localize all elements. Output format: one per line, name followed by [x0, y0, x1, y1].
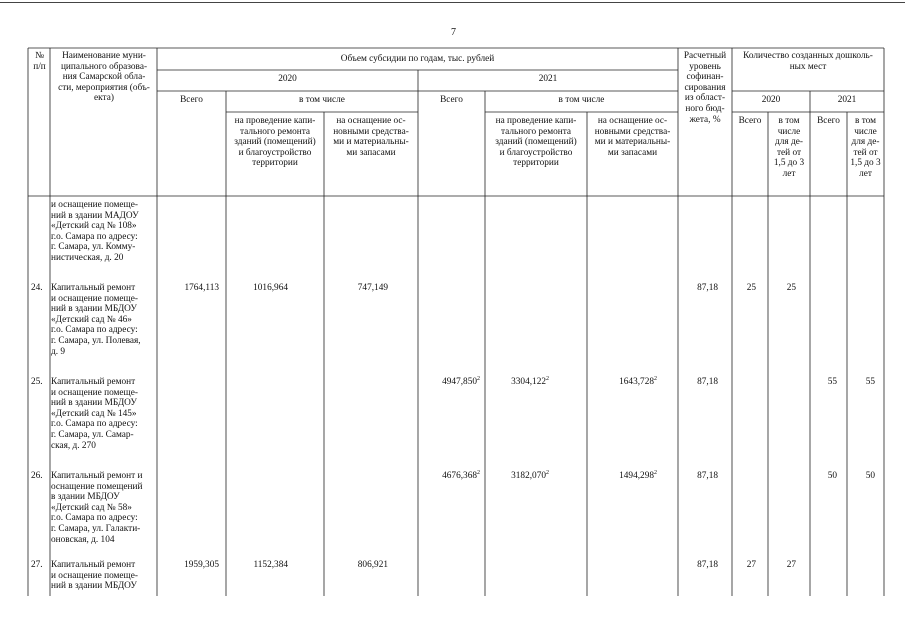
cell-cofinancing: 87,18	[697, 471, 718, 481]
cell-places-15-2021: 55	[865, 377, 875, 387]
header-name: Наименование муни- ципального образова- ния Самарской обла- сти, мероприятия (объ- екта)	[58, 51, 150, 104]
header-equip-2020: на оснащение ос- новными средства- ми и материальны- ми запасами	[333, 116, 409, 158]
cell-total-2020: 1959,305	[184, 560, 219, 570]
footnote-mark: 2	[654, 470, 657, 476]
header-repair-2021: на проведение капи- тального ремонта зданий (помещений) и благоустройство территории	[495, 116, 577, 169]
page-top-rule	[0, 2, 905, 3]
cell-places-2021: 50	[827, 471, 837, 481]
header-including-2021: в том числе	[558, 95, 605, 105]
cell-equip-2020: 747,149	[357, 283, 388, 293]
header-places-total-2020: Всего	[738, 116, 762, 126]
cell-places-15-2021: 50	[865, 471, 875, 481]
header-total-2021: Всего	[440, 95, 463, 105]
cell-cofinancing: 87,18	[697, 283, 718, 293]
footnote-mark: 2	[546, 470, 549, 476]
cell-repair-2021: 3304,122$^2$	[511, 376, 549, 387]
footnote-mark: 2	[654, 376, 657, 382]
header-places-2021: 2021	[837, 95, 857, 105]
header-places-incl-2021: в том числе для де- тей от 1,5 до 3 лет	[850, 116, 881, 179]
cell-places-15-2020: 25	[786, 283, 796, 293]
cell-places-2020: 25	[746, 283, 756, 293]
cell-cofinancing: 87,18	[697, 377, 718, 387]
footnote-mark: 2	[477, 470, 480, 476]
header-including-2020: в том числе	[299, 95, 345, 105]
row-num: 26.	[31, 471, 43, 481]
header-num: № п/п	[33, 51, 46, 72]
header-year-2021: 2021	[538, 74, 558, 84]
header-year-2020: 2020	[278, 74, 297, 84]
header-repair-2020: на проведение капи- тального ремонта зданий (помещений) и благоустройство территории	[234, 116, 316, 169]
cell-equip-2021: 1643,728$^2$	[619, 376, 657, 387]
cell-repair-2020: 1152,384	[253, 560, 288, 570]
row-name: Капитальный ремонт и оснащение помеще- ний в здании МБДОУ «Детский сад № 46» г.о. Самара по адресу: г. Самара, ул. Полевая, д. 9	[51, 283, 141, 357]
footnote-mark: 2	[477, 376, 480, 382]
footnote-mark: 2	[546, 376, 549, 382]
cell-total-2021: 4947,850$^2$	[442, 376, 480, 387]
row-name: Капитальный ремонт и оснащение помеще- ний в здании МБДОУ «Детский сад № 145» г.о. Самара по адресу: г. Самара, ул. Самар- ская, д. 270	[51, 377, 138, 451]
row-num: 24.	[31, 283, 43, 293]
row-name: Капитальный ремонт и оснащение помещений в здании МБДОУ «Детский сад № 58» г.о. Самара по адресу: г. Самара, ул. Галакти- оновская, д. 104	[51, 471, 143, 545]
cell-places-2021: 55	[827, 377, 837, 387]
cell-places-15-2020: 27	[786, 560, 796, 570]
header-equip-2021: на оснащение ос- новными средства- ми и материальны- ми запасами	[594, 116, 671, 158]
header-cofinancing: Расчетный уровень софинан- сирования из област- ного бюд- жета, %	[683, 51, 727, 125]
cell-cofinancing: 87,18	[697, 560, 718, 570]
row-num: 25.	[31, 377, 43, 387]
cell-total-2020: 1764,113	[184, 283, 219, 293]
cell-equip-2020: 806,921	[357, 560, 388, 570]
header-places-total-2021: Всего	[817, 116, 840, 126]
cell-total-2021: 4676,368$^2$	[442, 470, 480, 481]
header-subsidy: Объем субсидии по годам, тыс. рублей	[340, 54, 495, 64]
page-number: 7	[451, 27, 456, 38]
cell-repair-2020: 1016,964	[253, 283, 288, 293]
row-num: 27.	[31, 560, 43, 570]
cell-repair-2021: 3182,070$^2$	[511, 470, 549, 481]
header-places-incl-2020: в том числе для де- тей от 1,5 до 3 лет	[773, 116, 805, 179]
header-places-2020: 2020	[761, 95, 781, 105]
cell-places-2020: 27	[746, 560, 756, 570]
row-name: и оснащение помеще- ний в здании МАДОУ «Детский сад № 108» г.о. Самара по адресу: г. Самара, ул. Комму- нистическая, д. 20	[51, 200, 139, 263]
header-total-2020: Всего	[180, 95, 203, 105]
cell-equip-2021: 1494,298$^2$	[619, 470, 657, 481]
row-name: Капитальный ремонт и оснащение помеще- ний в здании МБДОУ	[51, 560, 138, 592]
header-places: Количество созданных дошколь- ных мест	[743, 51, 873, 72]
